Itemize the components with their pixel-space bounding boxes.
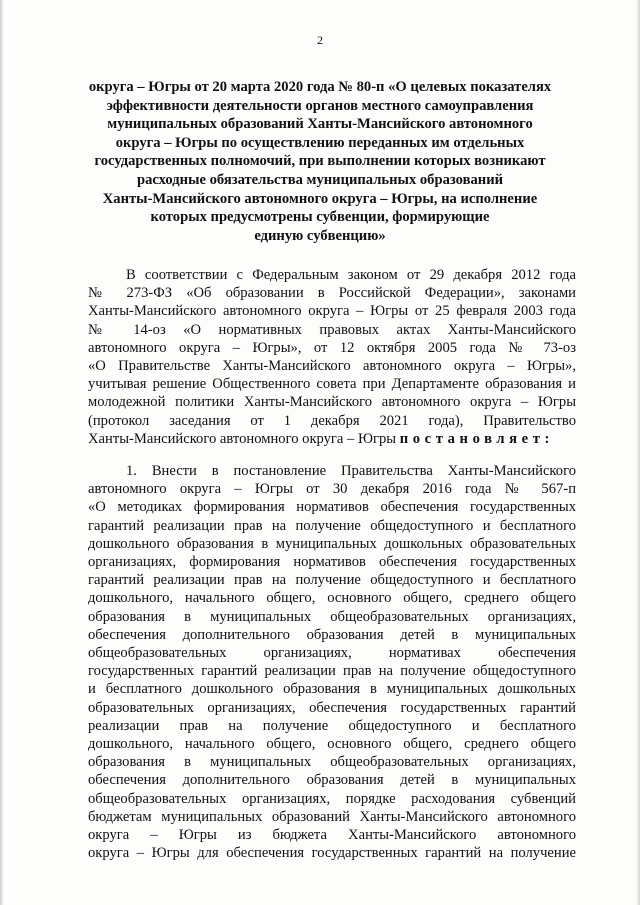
page-number: 2 [317,33,323,47]
text-line: (протокол заседания от 1 декабря 2021 года), Правительство [88,412,576,429]
text-line: В соответствии с Федеральным законом от 29 декабря 2012 года [126,267,576,283]
text-line: общеобразовательных организациях, порядке расходования субвенций [88,790,576,807]
text-line: общеобразовательных организациях, нормативах обеспечения [88,645,576,662]
text-line: дошкольного образования в муниципальных дошкольных образовательных [88,535,576,552]
text-line: 1. Внести в постановление Правительства Ханты-Мансийского [126,463,576,479]
text-line: округа – Югры из бюджета Ханты-Мансийского автономного [88,827,576,844]
title-line: округа – Югры по осуществлению переданных им отдельных [115,134,525,151]
text-line: гарантий реализации прав на получение общедоступного и бесплатного [88,572,576,589]
text-line: автономного округа – Югры», от 12 октября 2005 года № 73-оз [88,339,576,356]
text-line: молодежной политики Ханты-Мансийского автономного округа – Югры [88,394,576,411]
text-line: реализации прав на получение общедоступного и бесплатного [88,717,576,734]
preamble-paragraph [88,266,576,448]
text-line: № 14-оз «О нормативных правовых актах Ханты-Мансийского [88,321,576,338]
text-line: учитывая решение Общественного совета при Департаменте образования и [88,376,576,393]
text-line: округа – Югры для обеспечения государственных гарантий на получение [88,845,576,862]
text-line: и бесплатного дошкольного образования в муниципальных дошкольных [88,681,576,698]
title-line: которых предусмотрены субвенции, формирующие [150,209,490,226]
scan-edge-right [636,0,640,905]
title-line: единую субвенцию» [254,227,386,244]
text-line: Ханты-Мансийского автономного округа – Югры от 25 февраля 2003 года [88,303,576,320]
scan-edge-left [0,0,4,905]
text-line-resolves [88,430,576,448]
text-line: обеспечения дополнительного образования детей в муниципальных [88,772,576,789]
text-line: образовательных организациях, обеспечения государственных гарантий [88,699,576,716]
text-line: гарантий реализации прав на получение общедоступного и бесплатного [88,517,576,534]
text-line: образования в муниципальных общеобразовательных организациях, [88,754,576,771]
text-line: бюджетам муниципальных образований Ханты-Мансийского автономного [88,808,576,825]
title-line: Ханты-Мансийского автономного округа – Югры, на исполнение [102,190,538,207]
title-line: эффективности деятельности органов местного самоуправления [106,97,534,114]
text-line: дошкольного, начального общего, основного общего, среднего общего [88,736,576,753]
item-1-paragraph [88,462,576,862]
text-line: обеспечения дополнительного образования детей в муниципальных [88,626,576,643]
text-line: «О методиках формирования нормативов обеспечения государственных [88,499,576,516]
text-line: государственных гарантий реализации прав на получение общедоступного [88,663,576,680]
title-line: расходные обязательства муниципальных образований [136,171,504,188]
resolves-keyword: постановляет: [399,430,554,447]
title-line: государственных полномочий, при выполнении которых возникают [94,153,546,170]
title-line: округа – Югры от 20 марта 2020 года № 80-п «О целевых показателях [88,79,552,95]
text-line: организациях, формирования нормативов обеспечения государственных [88,554,576,571]
text-line: «О Правительстве Ханты-Мансийского автономного округа – Югры», [88,358,576,375]
text-line: образования в муниципальных общеобразовательных организациях, [88,608,576,625]
text-line: автономного округа – Югры от 30 декабря 2016 года № 567-п [88,481,576,498]
text-line: дошкольного, начального общего, основного общего, среднего общего [88,590,576,607]
title-line: муниципальных образований Ханты-Мансийского автономного [107,116,533,133]
document-title [70,78,570,245]
resolves-prefix: Ханты-Мансийского автономного округа – Югры [88,430,400,447]
text-line: № 273-ФЗ «Об образовании в Российской Федерации», законами [88,285,576,302]
